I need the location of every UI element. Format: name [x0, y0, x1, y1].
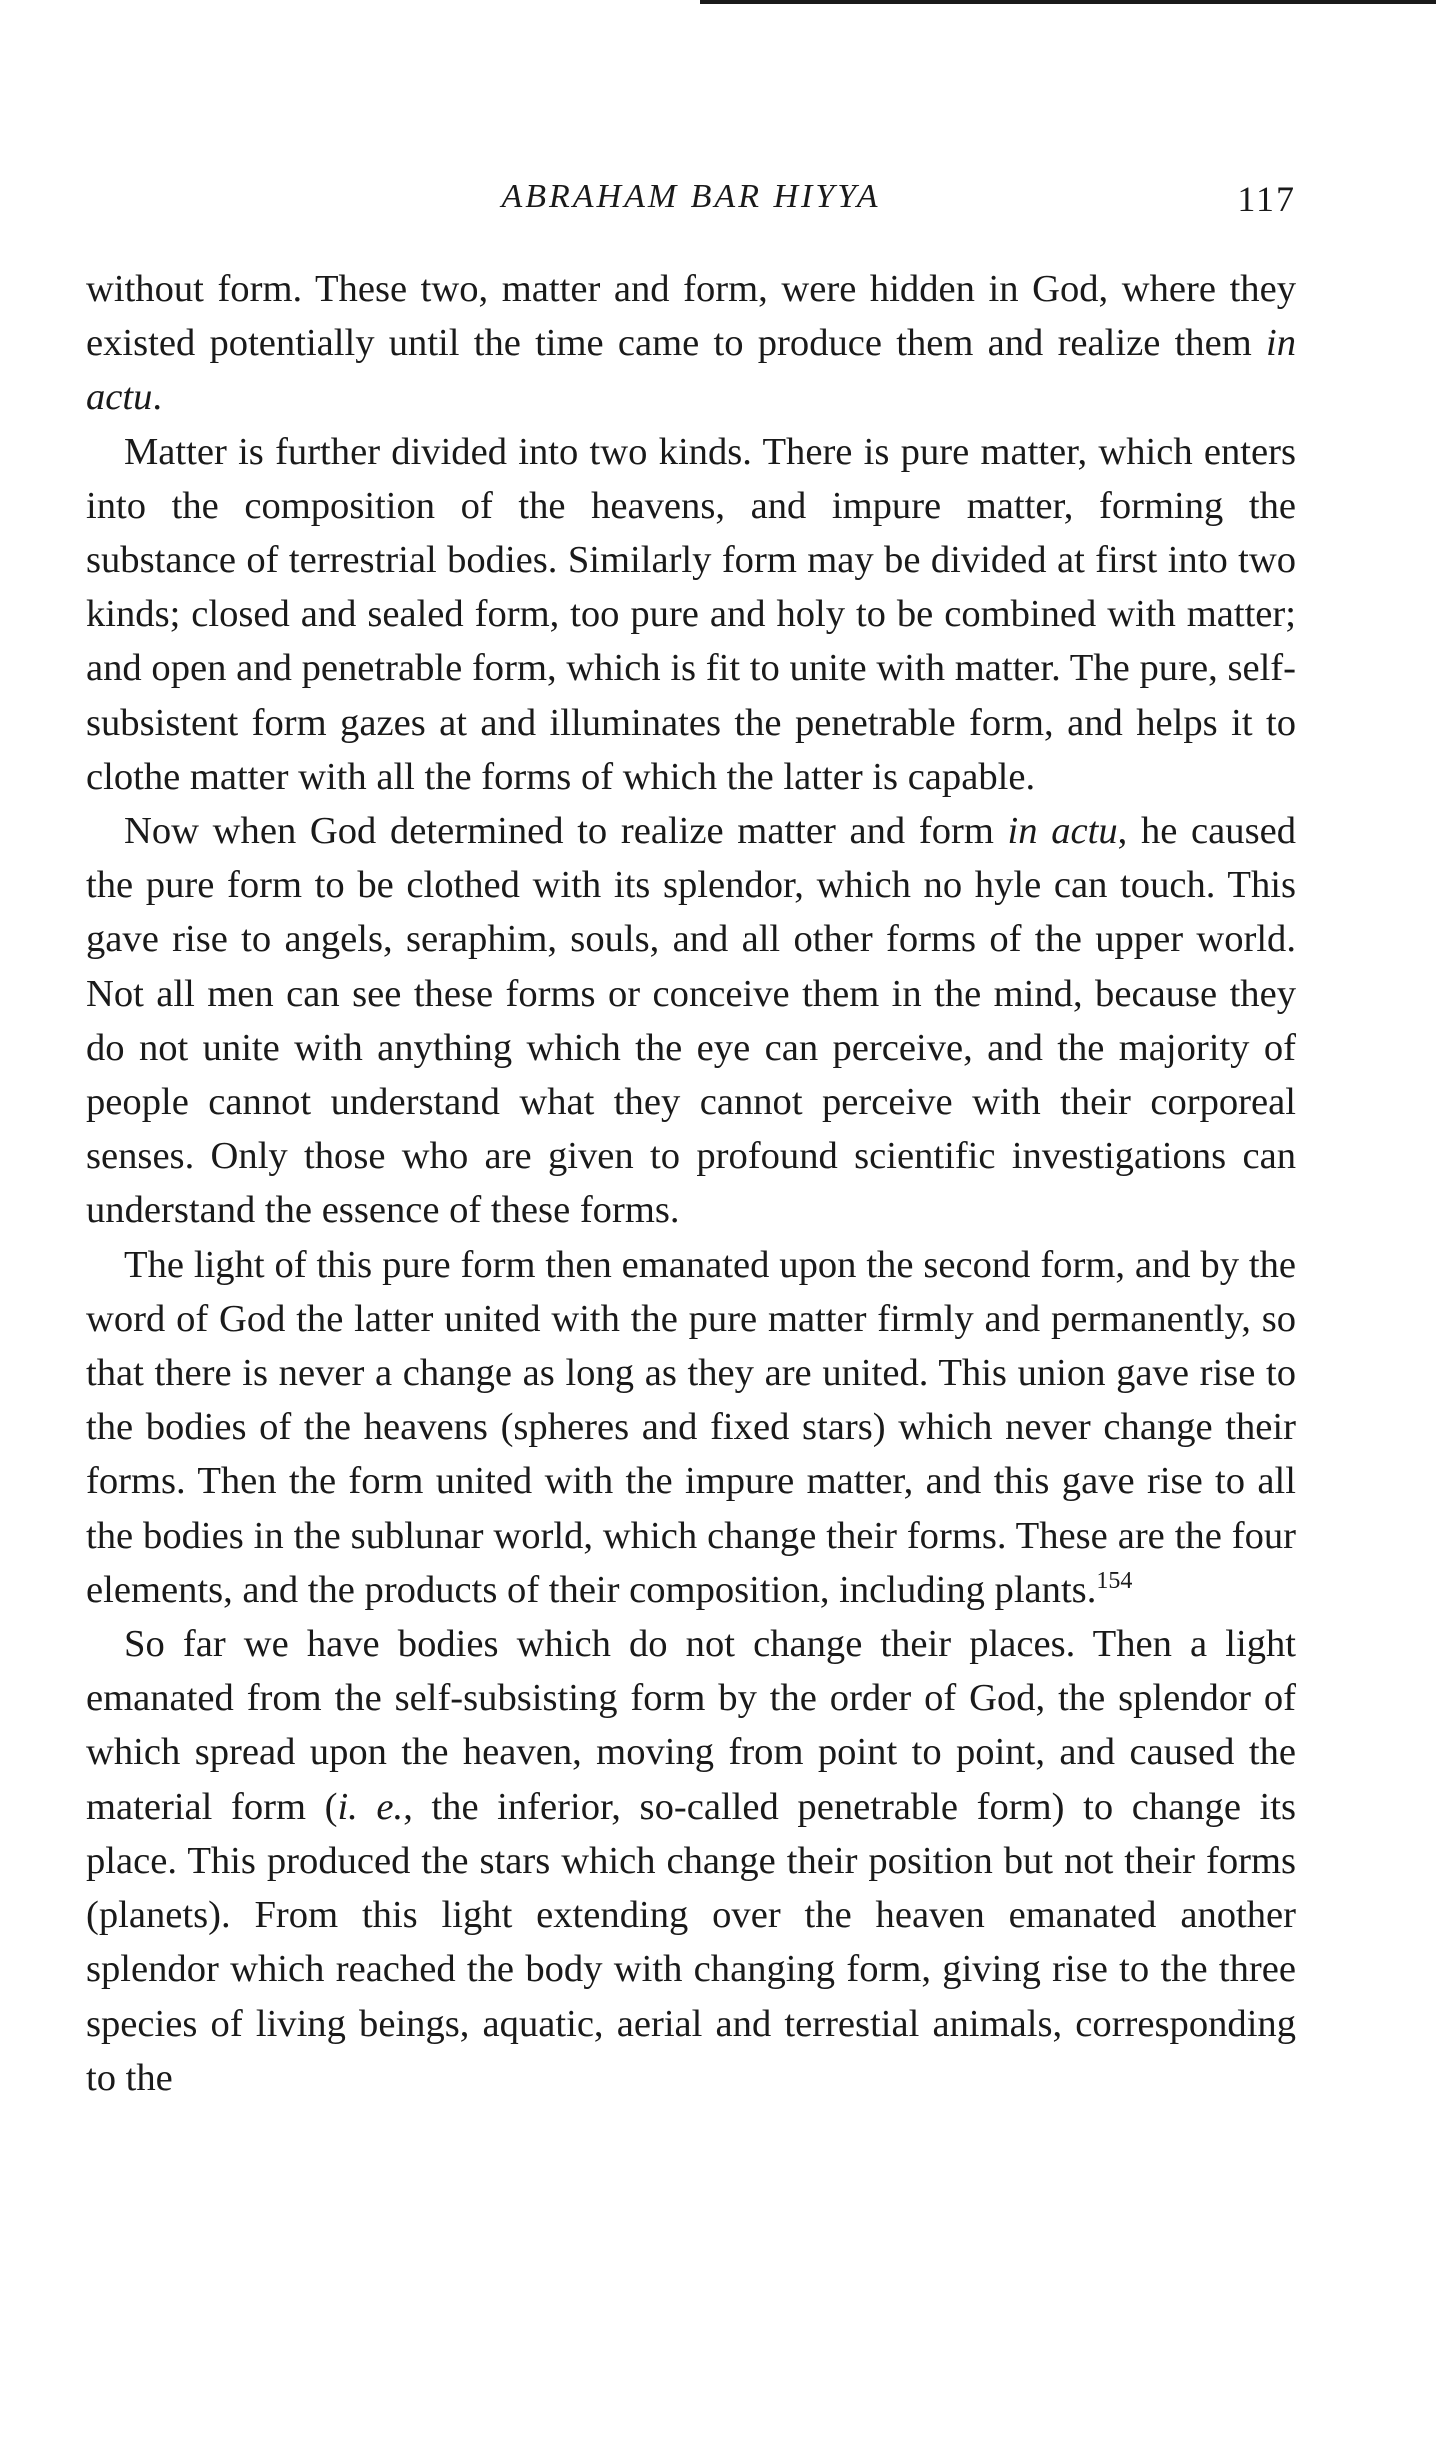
page-body — [86, 262, 1296, 2105]
paragraph-4-text: The light of this pure form then emanated upon the second form, and by the word of God the latter united with the pure matter firmly and permanently, so that there is never a change as long as they are united. This union gave rise to the bodies of the heavens (spheres and fixed stars) which never change their forms. Then the form united with the impure matter, and this gave rise to all the bodies in the sublunar world, which change their forms. These are the four elements, and the products of their composition, including plants. — [86, 1243, 1296, 1611]
paragraph-1 — [86, 262, 1296, 425]
top-rule — [700, 0, 1436, 4]
paragraph-3-rest: , he caused the pure form to be clothed with its splendor, which no hyle can touch. This gave rise to angels, seraphim, souls, and all other forms of the upper world. Not all men can see these forms or conceive them in the mind, because they do not unite with anything which the eye can perceive, and the majority of people cannot understand what they cannot perceive with their corporeal senses. Only those who are given to profound scientific investigations can understand the essence of these forms. — [86, 810, 1296, 1232]
paragraph-2: Matter is further divided into two kinds. There is pure matter, which enters into the composition of the heavens, and impure matter, forming the substance of terrestrial bodies. Similarly form may be divided at first into two kinds; closed and sealed form, too pure and holy to be combined with matter; and open and penetrable form, which is fit to unite with matter. The pure, self-subsistent form gazes at and illuminates the penetrable form, and helps it to clothe matter with all the forms of which the latter is capable. — [86, 430, 1296, 798]
latin-term-in-actu: in actu — [86, 322, 1296, 419]
page-header — [86, 178, 1296, 238]
paragraph-5-rest: , the inferior, so-called penetrable form) to change its place. This produced the stars which change their position but not their forms (planets). From this light extending over the heaven emanated another splendor which reached the body with changing form, giving rise to the three species of living beings, aquatic, aerial and terrestial animals, corresponding to the — [86, 1785, 1297, 2099]
paragraph-3-start: Now when God determined to realize matter and form — [124, 810, 1008, 853]
paragraph-1-text: without form. These two, matter and form, were hidden in God, where they existed potentially until the time came to produce them and realize them — [86, 268, 1296, 365]
paragraph-3 — [86, 804, 1296, 1238]
latin-term-in-actu: in actu — [1007, 810, 1118, 853]
page-number: 117 — [1237, 179, 1296, 219]
paragraph-5-start: So far we have bodies which do not change their places. Then a light emanated from the self-subsisting form by the order of God, the splendor of which spread upon the heaven, moving from point to point, and caused the material form ( — [86, 1623, 1296, 1828]
paragraph-1-end: . — [152, 376, 163, 419]
paragraph-5 — [86, 1617, 1296, 2105]
footnote-reference[interactable]: 154 — [1096, 1567, 1133, 1594]
paragraph-4 — [86, 1238, 1296, 1617]
running-title: ABRAHAM BAR HIYYA — [501, 178, 881, 215]
abbreviation-ie: i. e. — [337, 1785, 404, 1828]
